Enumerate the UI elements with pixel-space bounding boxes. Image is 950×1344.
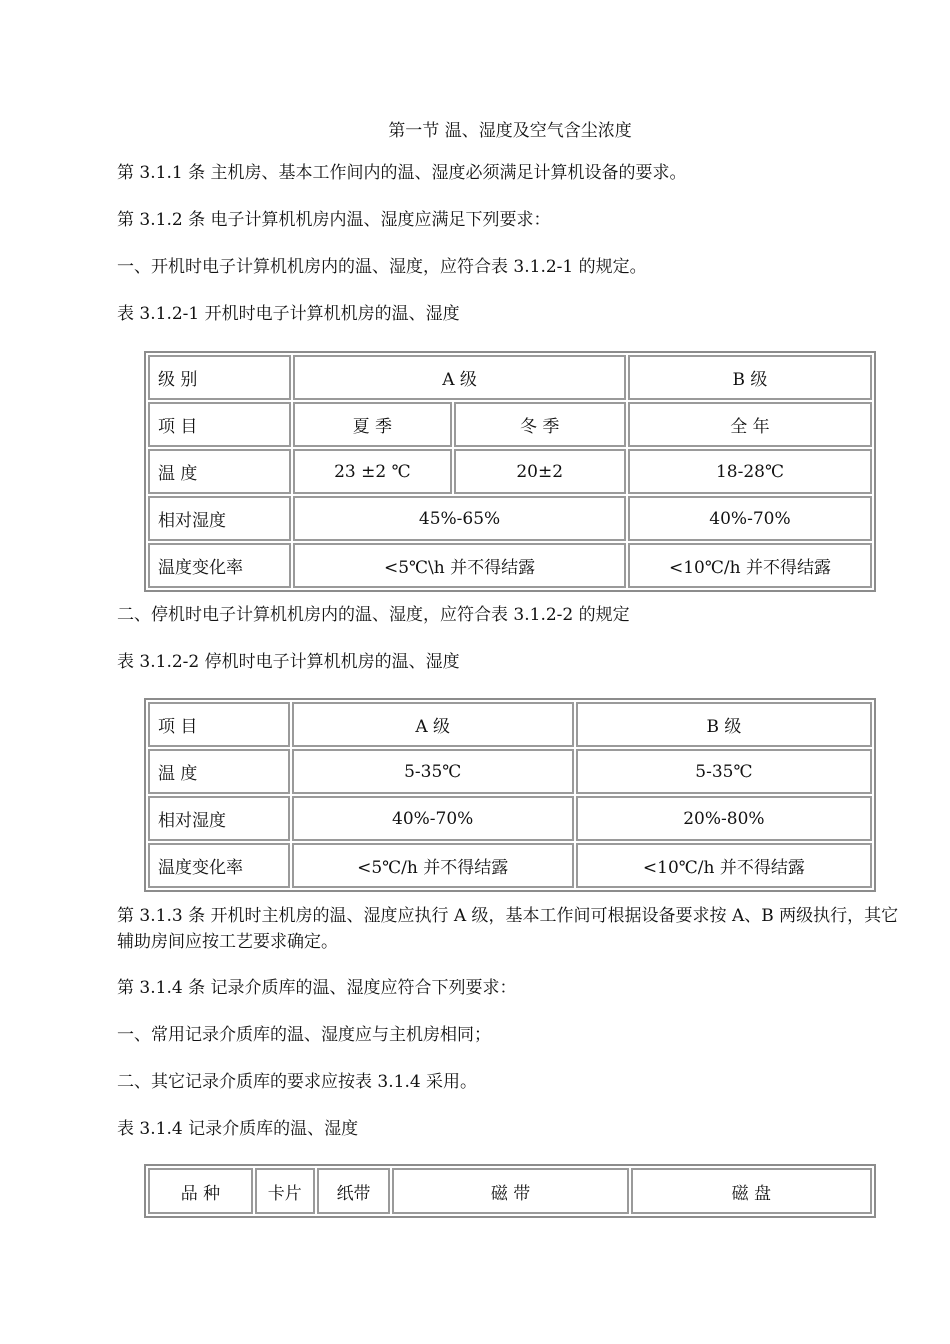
variety-header: 品 种 [148, 1168, 253, 1214]
b-grade-header: B 级 [628, 355, 872, 400]
temperature-label: 温 度 [148, 749, 290, 794]
paper-tape-header: 纸带 [317, 1168, 391, 1214]
humidity-a-cell: 40%-70% [292, 796, 574, 841]
a-grade-header: A 级 [292, 702, 574, 747]
temp-b-cell: 5-35℃ [576, 749, 872, 794]
temp-winter-cell: 20±2 [454, 449, 626, 494]
change-rate-label: 温度变化率 [148, 843, 290, 888]
change-rate-b-cell: <10℃/h 并不得结露 [576, 843, 872, 888]
humidity-a-cell: 45%-65% [293, 496, 626, 541]
a-grade-header: A 级 [293, 355, 626, 400]
humidity-label: 相对湿度 [148, 796, 290, 841]
change-rate-a-cell: <5℃/h 并不得结露 [292, 843, 574, 888]
table-3-1-2-2-caption: 表 3.1.2-2 停机时电子计算机机房的温、湿度 [117, 652, 460, 672]
table-row [148, 702, 872, 747]
humidity-b-cell: 40%-70% [628, 496, 872, 541]
item-one-media: 一、常用记录介质库的温、湿度应与主机房相同； [117, 1025, 491, 1045]
table-row [148, 543, 872, 588]
table-row [148, 749, 872, 794]
clause-3-1-2: 第 3.1.2 条 电子计算机机房内温、湿度应满足下列要求： [117, 210, 551, 230]
temp-a-cell: 5-35℃ [292, 749, 574, 794]
item-two-shutdown: 二、停机时电子计算机机房内的温、湿度，应符合表 3.1.2-2 的规定 [117, 605, 630, 625]
b-grade-header: B 级 [576, 702, 872, 747]
table-3-1-2-2 [144, 698, 876, 892]
table-row [148, 1168, 872, 1214]
table-3-1-2-1-caption: 表 3.1.2-1 开机时电子计算机机房的温、湿度 [117, 304, 460, 324]
card-header: 卡片 [255, 1168, 315, 1214]
table-row [148, 355, 872, 400]
humidity-label: 相对湿度 [148, 496, 291, 541]
temp-summer-cell: 23 ±2 ℃ [293, 449, 451, 494]
magnetic-disk-header: 磁 盘 [631, 1168, 872, 1214]
change-rate-b-cell: <10℃/h 并不得结露 [628, 543, 872, 588]
temp-b-cell: 18-28℃ [628, 449, 872, 494]
temperature-label: 温 度 [148, 449, 291, 494]
item-label-cell: 项 目 [148, 402, 291, 447]
winter-header: 冬 季 [454, 402, 626, 447]
clause-3-1-3: 第 3.1.3 条 开机时主机房的温、湿度应执行 A 级，基本工作间可根据设备要求按 A、B 两级执行，其它辅助房间应按工艺要求确定。 [117, 906, 899, 952]
item-one-startup: 一、开机时电子计算机机房内的温、湿度，应符合表 3.1.2-1 的规定。 [117, 257, 647, 277]
table-row [148, 843, 872, 888]
magnetic-tape-header: 磁 带 [392, 1168, 628, 1214]
grade-label-cell: 级 别 [148, 355, 291, 400]
clause-3-1-1: 第 3.1.1 条 主机房、基本工作间内的温、湿度必须满足计算机设备的要求。 [117, 163, 687, 183]
change-rate-a-cell: <5℃\h 并不得结露 [293, 543, 626, 588]
all-year-header: 全 年 [628, 402, 872, 447]
table-row [148, 449, 872, 494]
table-row [148, 796, 872, 841]
section-title: 第一节 温、湿度及空气含尘浓度 [388, 121, 632, 141]
summer-header: 夏 季 [293, 402, 451, 447]
table-3-1-2-1 [144, 351, 876, 592]
clause-3-1-4: 第 3.1.4 条 记录介质库的温、湿度应符合下列要求： [117, 978, 517, 998]
table-row [148, 496, 872, 541]
item-label-cell: 项 目 [148, 702, 290, 747]
table-row [148, 402, 872, 447]
item-two-media: 二、其它记录介质库的要求应按表 3.1.4 采用。 [117, 1072, 478, 1092]
humidity-b-cell: 20%-80% [576, 796, 872, 841]
change-rate-label: 温度变化率 [148, 543, 291, 588]
table-3-1-4-caption: 表 3.1.4 记录介质库的温、湿度 [117, 1119, 359, 1139]
table-3-1-4 [144, 1164, 876, 1218]
